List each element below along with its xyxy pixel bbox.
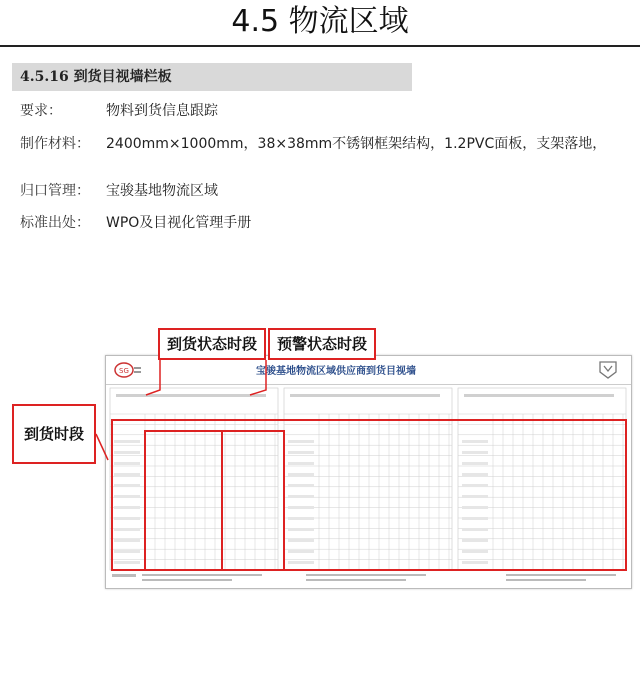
field-value: 物料到货信息跟踪 — [106, 103, 218, 119]
annotation-arrival-status: 到货状态时段 — [158, 328, 266, 360]
annotation-arrival-time: 到货时段 — [12, 404, 96, 464]
field-label: 制作材料： — [20, 136, 90, 152]
field-material — [20, 133, 620, 177]
field-value: 2400mm×1000mm，38×38mm不锈钢框架结构，1.2PVC面板，支架落地， — [106, 136, 607, 152]
field-source — [20, 212, 620, 234]
section-heading: 4.5.16 到货目视墙栏板 — [12, 63, 412, 91]
title-divider — [0, 45, 640, 47]
board-figure — [0, 320, 640, 600]
annotation-warning-status: 预警状态时段 — [268, 328, 376, 360]
field-label: 标准出处： — [20, 215, 90, 231]
page-title: 4.5 物流区域 — [231, 4, 409, 39]
svg-text:SG: SG — [119, 367, 129, 375]
field-management — [20, 180, 620, 202]
field-value: 宝骏基地物流区域 — [106, 183, 218, 199]
board-title: 宝骏基地物流区域供应商到货目视墙 — [256, 366, 416, 377]
field-label: 要求： — [20, 103, 62, 119]
annotation-leaders — [0, 320, 640, 600]
field-requirement — [20, 100, 620, 122]
field-label: 归口管理： — [20, 183, 90, 199]
field-value: WPO及目视化管理手册 — [106, 215, 252, 231]
